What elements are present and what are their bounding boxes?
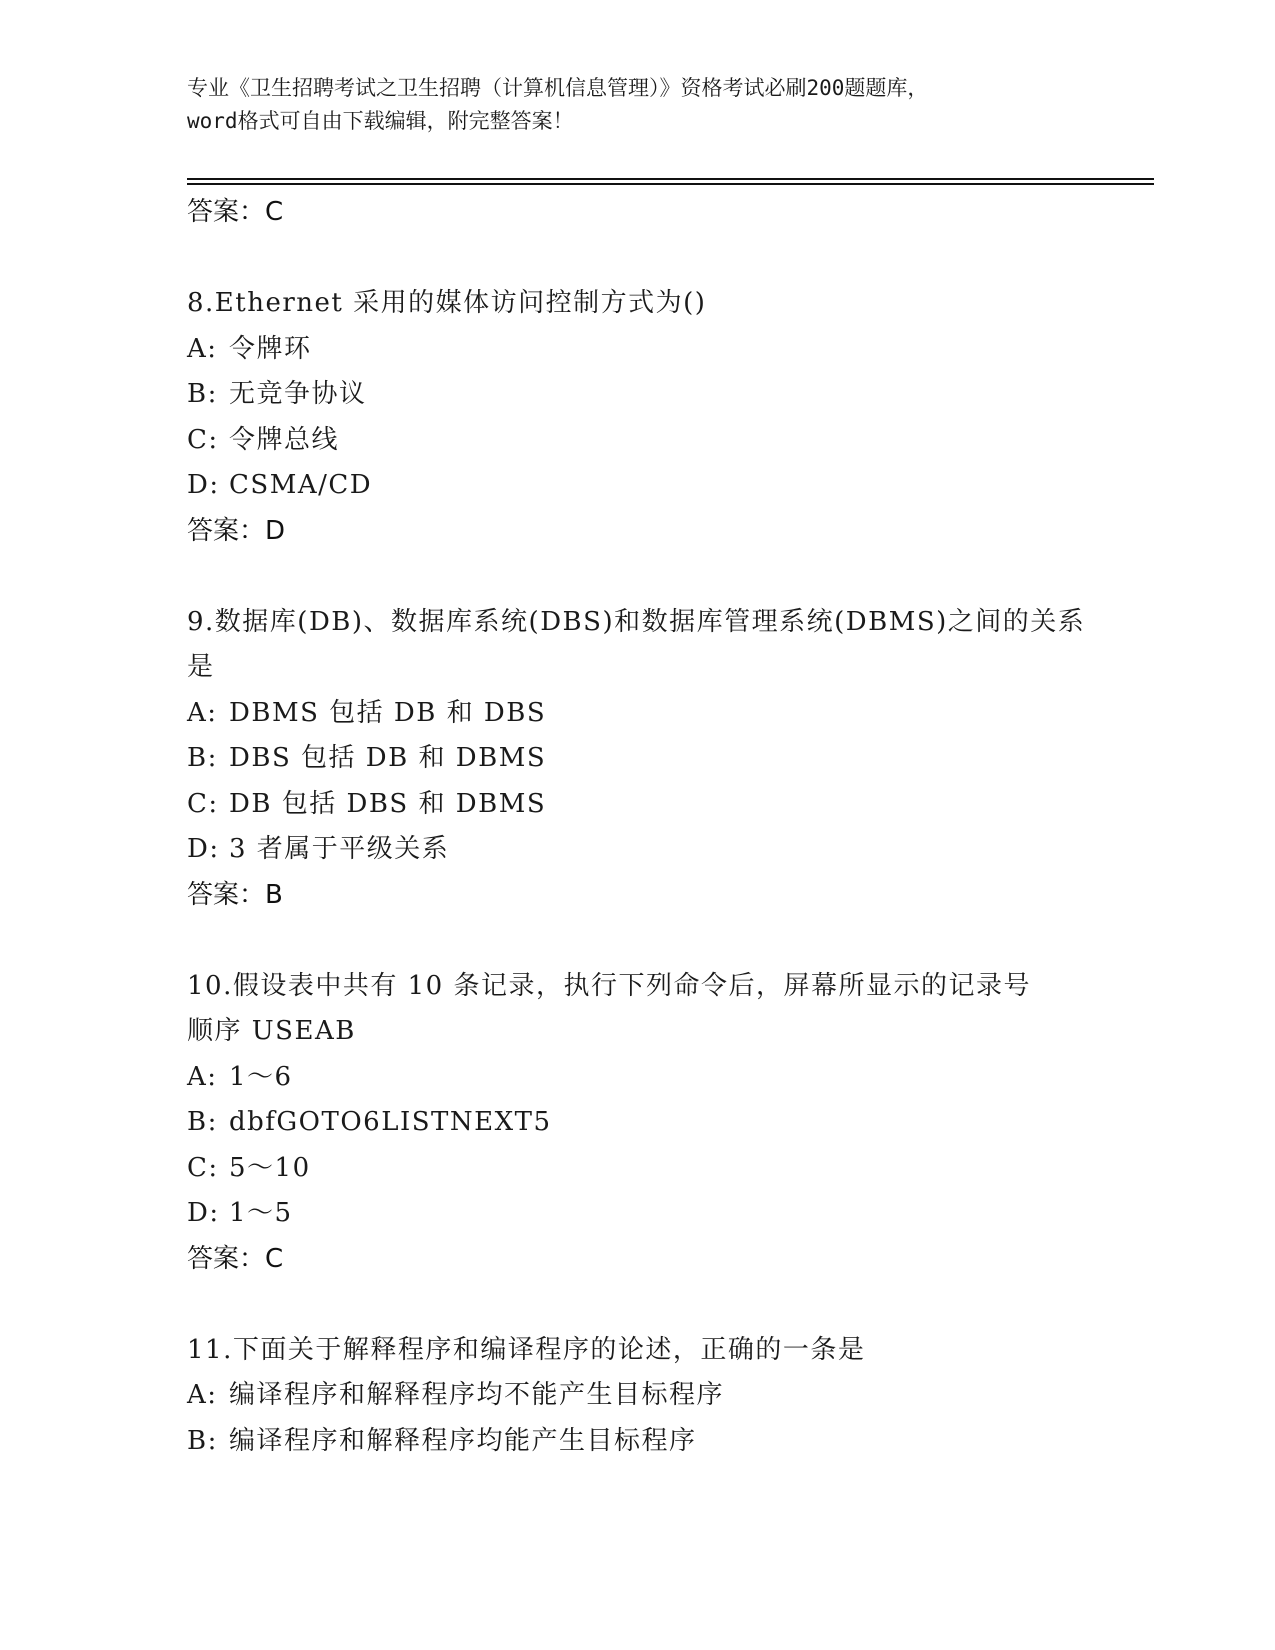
question-stem-continued: 顺序 USEAB xyxy=(187,1016,356,1046)
option-a xyxy=(187,1373,1107,1419)
header-rule-top xyxy=(187,178,1154,180)
question-block xyxy=(187,964,1107,1281)
question-block xyxy=(187,1328,1107,1465)
option-letter: A: xyxy=(187,333,218,364)
option-letter: D: xyxy=(187,834,220,864)
question-stem: 10.假设表中共有 10 条记录，执行下列命令后，屏幕所显示的记录号 xyxy=(187,970,1031,1001)
option-letter: A: xyxy=(187,1061,218,1092)
option-d xyxy=(187,1191,1107,1237)
answer-line: 答案：B xyxy=(187,879,283,910)
option-letter: B: xyxy=(187,1107,218,1137)
header-line-2: word格式可自由下载编辑，附完整答案！ xyxy=(187,109,574,133)
option-text: 无竞争协议 xyxy=(229,379,367,409)
option-b xyxy=(187,1419,1107,1465)
option-letter: B: xyxy=(187,743,218,773)
question-block xyxy=(187,600,1107,917)
option-letter: D: xyxy=(187,1198,220,1228)
option-d xyxy=(187,463,1107,509)
option-text: 令牌环 xyxy=(229,333,312,364)
option-a xyxy=(187,1055,1107,1101)
option-a xyxy=(187,327,1107,373)
question-list xyxy=(187,190,1107,1464)
question-stem-continued: 是 xyxy=(187,652,215,682)
answer-line: 答案：D xyxy=(187,515,286,546)
option-b xyxy=(187,372,1107,418)
option-letter: C: xyxy=(187,424,219,455)
answer-line: 答案：C xyxy=(187,1243,284,1274)
option-letter: B: xyxy=(187,379,218,409)
option-b xyxy=(187,1100,1107,1146)
question-block xyxy=(187,281,1107,553)
option-letter: C: xyxy=(187,1152,219,1183)
option-letter: B: xyxy=(187,1425,218,1456)
question-stem: 11.下面关于解释程序和编译程序的论述，正确的一条是 xyxy=(187,1334,866,1365)
header-line-1: 专业《卫生招聘考试之卫生招聘（计算机信息管理）》资格考试必刷200题题库， xyxy=(187,76,929,100)
option-c xyxy=(187,418,1107,464)
option-text: CSMA/CD xyxy=(229,470,373,500)
option-text: DB 包括 DBS 和 DBMS xyxy=(229,788,547,819)
option-text: dbfGOTO6LISTNEXT5 xyxy=(229,1107,552,1137)
option-text: 编译程序和解释程序均能产生目标程序 xyxy=(229,1425,697,1456)
question-stem: 9.数据库(DB)、数据库系统(DBS)和数据库管理系统(DBMS)之间的关系 xyxy=(187,606,1086,637)
option-letter: A: xyxy=(187,1380,218,1410)
option-a xyxy=(187,691,1107,737)
option-text: 1～6 xyxy=(229,1061,293,1092)
document-header xyxy=(187,72,1087,138)
option-text: 令牌总线 xyxy=(229,424,340,455)
option-text: 1～5 xyxy=(229,1198,293,1228)
option-c xyxy=(187,782,1107,828)
option-d xyxy=(187,827,1107,873)
option-b xyxy=(187,736,1107,782)
option-text: DBMS 包括 DB 和 DBS xyxy=(229,697,547,728)
option-text: 3 者属于平级关系 xyxy=(229,834,450,864)
header-rule-bottom xyxy=(187,183,1154,185)
option-text: 编译程序和解释程序均不能产生目标程序 xyxy=(229,1380,725,1410)
option-letter: A: xyxy=(187,697,218,728)
option-c xyxy=(187,1146,1107,1192)
option-letter: D: xyxy=(187,470,220,500)
option-text: DBS 包括 DB 和 DBMS xyxy=(229,743,547,773)
question-stem: 8.Ethernet 采用的媒体访问控制方式为() xyxy=(187,288,707,318)
option-letter: C: xyxy=(187,788,219,819)
option-text: 5～10 xyxy=(229,1152,311,1183)
previous-answer: 答案：C xyxy=(187,197,284,227)
